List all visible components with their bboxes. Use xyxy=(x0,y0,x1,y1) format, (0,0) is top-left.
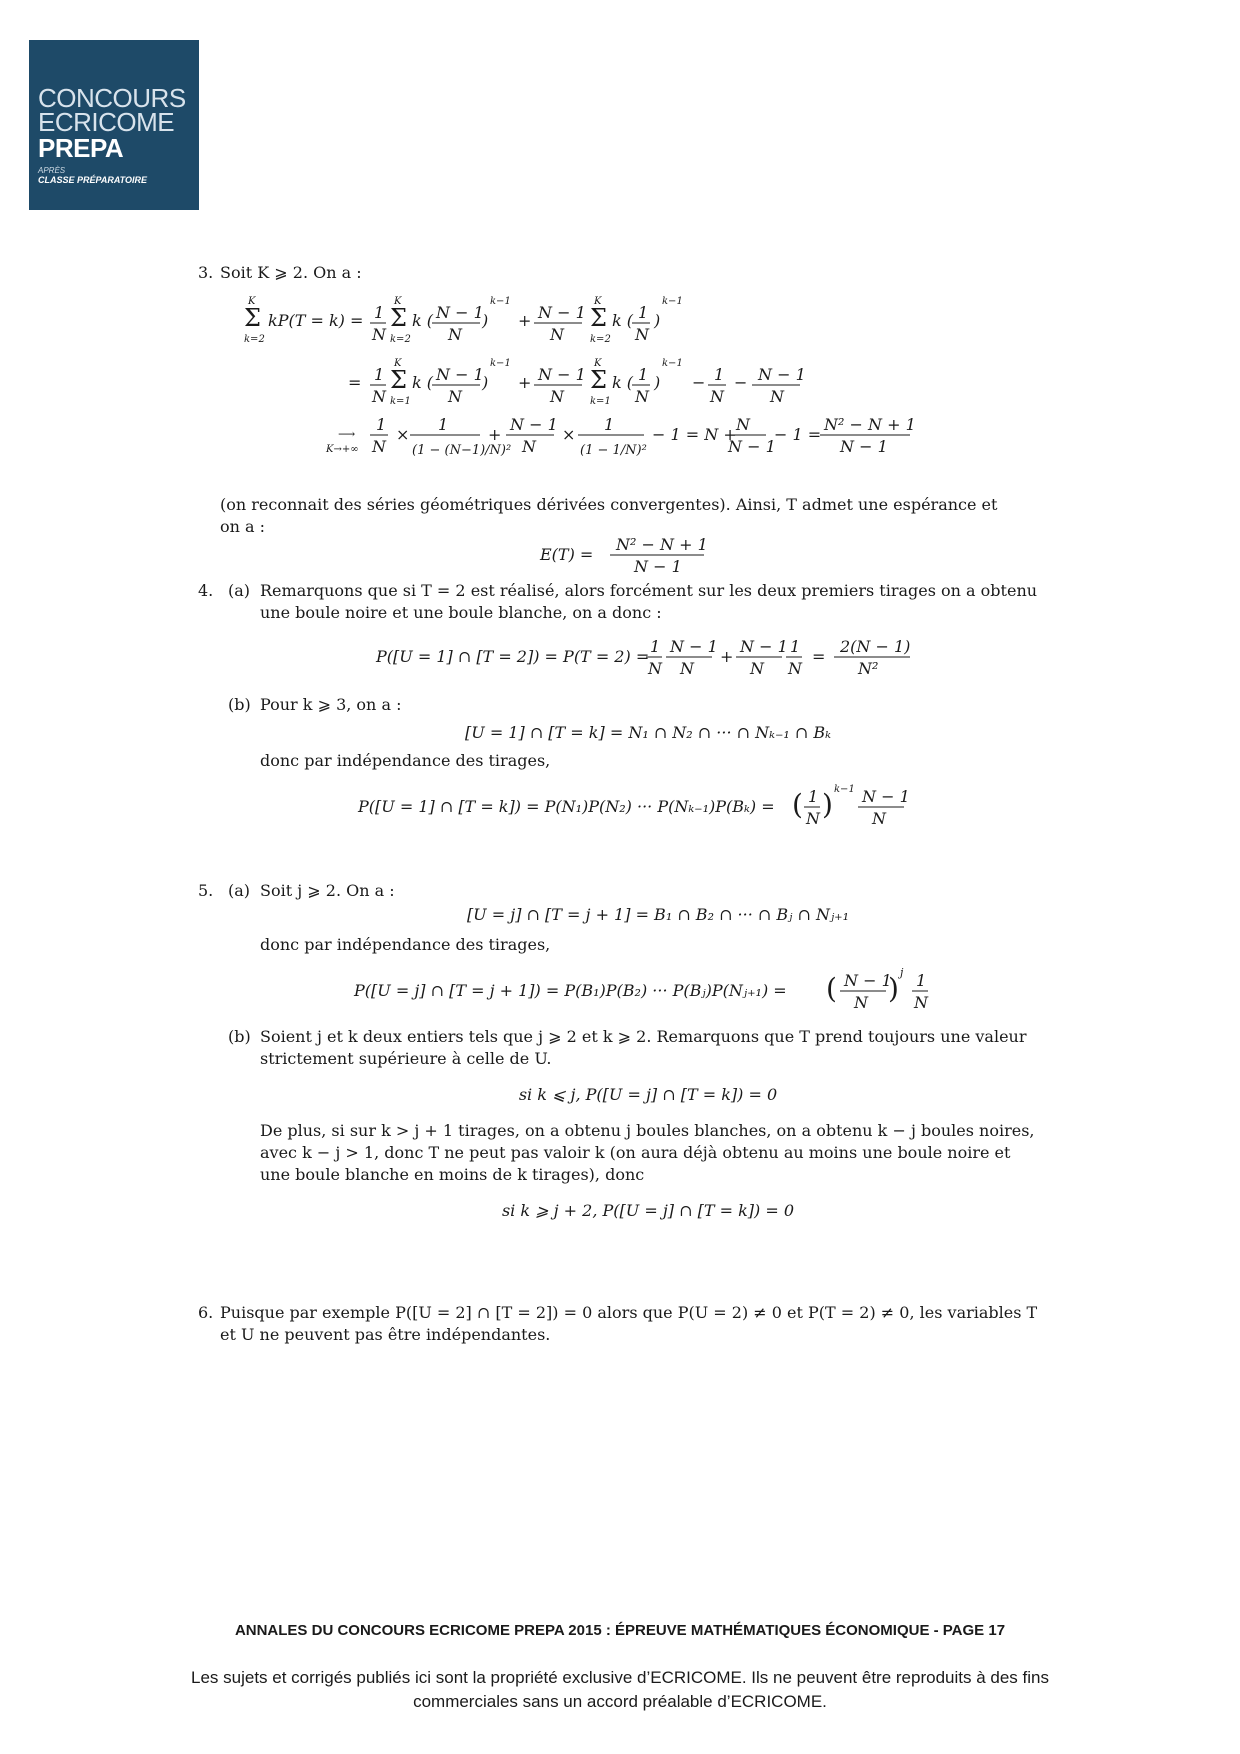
svg-text:1: 1 xyxy=(376,415,387,434)
sub-label: (b) xyxy=(228,695,251,714)
question-5a-text: Soit j ⩾ 2. On a : xyxy=(260,881,395,900)
svg-text:P([U = 1] ∩ [T = k]) = P(N₁)P(: P([U = 1] ∩ [T = k]) = P(N₁)P(N₂) ··· P(Nₖ₋₁)P(Bₖ) = xyxy=(358,797,775,816)
logo-line-concours: CONCOURS xyxy=(38,83,186,113)
svg-text:k=1: k=1 xyxy=(390,396,411,407)
svg-text:k=1: k=1 xyxy=(590,396,611,407)
svg-text:N: N xyxy=(648,659,662,678)
logo-line-classe-preparatoire: CLASSE PRÉPARATOIRE xyxy=(38,175,148,185)
svg-text:P([U = 1] ∩ [T = 2]) = P(T = 2: P([U = 1] ∩ [T = 2]) = P(T = 2) = xyxy=(376,647,650,666)
svg-text:(: ( xyxy=(792,788,803,821)
svg-text:1: 1 xyxy=(808,787,819,806)
svg-text:N: N xyxy=(372,387,386,406)
svg-text:N − 1: N − 1 xyxy=(510,415,558,434)
sub-label: (b) xyxy=(228,1027,251,1046)
svg-text:k (: k ( xyxy=(412,311,434,330)
svg-text:1: 1 xyxy=(790,637,801,656)
svg-text:): ) xyxy=(888,972,899,1005)
svg-text:k−1: k−1 xyxy=(662,358,683,369)
svg-text:−: − xyxy=(692,373,706,392)
svg-text:2(N − 1): 2(N − 1) xyxy=(840,637,911,656)
svg-text:N: N xyxy=(680,659,694,678)
svg-text:N − 1: N − 1 xyxy=(634,557,682,576)
svg-text:N: N xyxy=(854,993,868,1012)
question-5 xyxy=(198,880,1038,1300)
question-4b xyxy=(198,694,1038,716)
svg-text:N: N xyxy=(550,325,564,344)
q4b-text-2-wrap xyxy=(198,750,1038,772)
svg-text:+: + xyxy=(488,425,502,444)
svg-text:+: + xyxy=(518,311,532,330)
svg-text:N − 1: N − 1 xyxy=(670,637,718,656)
svg-text:=: = xyxy=(812,647,826,666)
svg-text:N − 1: N − 1 xyxy=(840,437,888,456)
q4b-equation-1: [U = 1] ∩ [T = k] = N₁ ∩ N₂ ∩ ··· ∩ Nₖ₋₁ ∩ Bₖ xyxy=(465,723,831,742)
svg-text:P([U = j] ∩ [T = j + 1]) = P(B: P([U = j] ∩ [T = j + 1]) = P(B₁)P(B₂) ··· P(Bⱼ)P(Nⱼ₊₁) = xyxy=(354,981,787,1000)
svg-text:K→+∞: K→+∞ xyxy=(326,444,359,455)
sub-label: (a) xyxy=(228,581,251,600)
svg-text:1: 1 xyxy=(650,637,661,656)
svg-text:1: 1 xyxy=(374,365,385,384)
expectation-result-equation xyxy=(198,530,1038,578)
question-5b xyxy=(198,1026,1038,1070)
question-number: 4. xyxy=(198,581,214,600)
svg-text:+: + xyxy=(720,647,734,666)
question-6-text: Puisque par exemple P([U = 2] ∩ [T = 2]) = 0 alors que P(U = 2) ≠ 0 et P(T = 2) ≠ 0, les variables T et U ne peuvent pas être indépendantes. xyxy=(220,1303,1038,1344)
logo-line-apres: APRÈS xyxy=(38,166,66,175)
svg-text:K: K xyxy=(248,296,256,307)
svg-text:N: N xyxy=(372,437,386,456)
question-4a-text: Remarquons que si T = 2 est réalisé, alors forcément sur les deux premiers tirages on a obtenu une boule noire et une boule blanche, on a donc : xyxy=(260,581,1038,622)
svg-text:N: N xyxy=(448,325,462,344)
svg-text:1: 1 xyxy=(438,415,449,434)
page-content xyxy=(198,262,1038,1346)
svg-text:N² − N + 1: N² − N + 1 xyxy=(824,415,916,434)
svg-text:− 1 =: − 1 = xyxy=(774,425,822,444)
svg-text:): ) xyxy=(822,788,833,821)
svg-text:N − 1: N − 1 xyxy=(758,365,806,384)
question-5b-text: Soient j et k deux entiers tels que j ⩾ 2 et k ⩾ 2. Remarquons que T prend toujours une valeur strictement supérieure à celle de U. xyxy=(260,1027,1027,1068)
q5a-text-2: donc par indépendance des tirages, xyxy=(260,935,551,954)
svg-text:K: K xyxy=(394,358,402,369)
svg-text:E(T) =: E(T) = xyxy=(540,545,594,564)
svg-text:N² − N + 1: N² − N + 1 xyxy=(616,535,708,554)
svg-text:N²: N² xyxy=(858,659,879,678)
question-4a xyxy=(198,580,1038,624)
svg-text:Σ: Σ xyxy=(590,366,607,394)
svg-text:N: N xyxy=(710,387,724,406)
svg-text:Σ: Σ xyxy=(590,304,607,332)
svg-text:k=2: k=2 xyxy=(244,334,265,345)
svg-text:N − 1: N − 1 xyxy=(436,303,484,322)
svg-text:N: N xyxy=(635,325,649,344)
svg-text:N: N xyxy=(750,659,764,678)
svg-text:=: = xyxy=(348,373,362,392)
svg-text:N: N xyxy=(770,387,784,406)
svg-text:1: 1 xyxy=(638,303,649,322)
svg-text:N: N xyxy=(522,437,536,456)
svg-text:⟶: ⟶ xyxy=(338,427,356,441)
logo-line-prepa: PREPA xyxy=(38,133,124,163)
logo-line-ecricome: ECRICOME xyxy=(38,107,175,137)
svg-text:×: × xyxy=(396,425,410,444)
svg-text:K: K xyxy=(594,358,602,369)
svg-text:1: 1 xyxy=(714,365,725,384)
svg-text:−: − xyxy=(734,373,748,392)
q5b-equation-1: si k ⩽ j, P([U = j] ∩ [T = k]) = 0 xyxy=(518,1085,778,1104)
svg-text:+: + xyxy=(518,373,532,392)
svg-text:Σ: Σ xyxy=(244,304,261,332)
svg-text:N: N xyxy=(635,387,649,406)
svg-text:kP(T = k) =: kP(T = k) = xyxy=(268,311,364,330)
question-3 xyxy=(198,262,1038,580)
svg-text:(1 − (N−1)/N)²: (1 − (N−1)/N)² xyxy=(412,443,512,458)
svg-text:1: 1 xyxy=(638,365,649,384)
question-intro: Soit K ⩾ 2. On a : xyxy=(220,263,362,282)
q5a-equation-1: [U = j] ∩ [T = j + 1] = B₁ ∩ B₂ ∩ ··· ∩ Bⱼ ∩ Nⱼ₊₁ xyxy=(466,905,850,924)
svg-text:k=2: k=2 xyxy=(390,334,411,345)
footer-copyright-note: Les sujets et corrigés publiés ici sont la propriété exclusive d’ECRICOME. Ils ne peuvent être reproduits à des fins commerciales sans un accord préalable d’ECRICOME. xyxy=(191,1668,1049,1711)
svg-text:Σ: Σ xyxy=(390,366,407,394)
svg-text:k−1: k−1 xyxy=(490,358,511,369)
question-number: 3. xyxy=(198,263,214,282)
svg-text:N: N xyxy=(788,659,802,678)
svg-text:j: j xyxy=(900,966,904,979)
svg-text:k (: k ( xyxy=(612,373,634,392)
question-3-comment: (on reconnait des séries géométriques dérivées convergentes). Ainsi, T admet une espérance et on a : xyxy=(220,495,998,536)
q5a-equation-2 xyxy=(198,964,1038,1014)
question-5a xyxy=(198,880,1038,902)
footer-title: ANNALES DU CONCOURS ECRICOME PREPA 2015 : ÉPREUVE MATHÉMATIQUES ÉCONOMIQUE - PAGE 17 xyxy=(234,1622,1006,1639)
svg-text:1: 1 xyxy=(604,415,615,434)
svg-text:k=2: k=2 xyxy=(590,334,611,345)
svg-text:): ) xyxy=(654,311,661,330)
svg-text:N − 1: N − 1 xyxy=(862,787,910,806)
svg-text:): ) xyxy=(482,373,489,392)
svg-text:K: K xyxy=(594,296,602,307)
svg-text:N − 1: N − 1 xyxy=(436,365,484,384)
svg-text:K: K xyxy=(394,296,402,307)
question-number: 5. xyxy=(198,881,214,900)
q5a-text-2-wrap xyxy=(198,934,1038,956)
svg-text:N: N xyxy=(736,415,750,434)
svg-text:N − 1: N − 1 xyxy=(538,365,586,384)
svg-text:− 1 = N +: − 1 = N + xyxy=(652,425,737,444)
question-6 xyxy=(198,1302,1038,1346)
svg-text:): ) xyxy=(654,373,661,392)
svg-text:k−1: k−1 xyxy=(490,296,511,307)
svg-text:k (: k ( xyxy=(612,311,634,330)
ecricome-logo xyxy=(29,40,199,210)
svg-text:k−1: k−1 xyxy=(834,784,855,795)
svg-text:N: N xyxy=(872,809,886,828)
q4a-equation xyxy=(198,632,1038,680)
svg-text:N: N xyxy=(550,387,564,406)
q4b-equation-2 xyxy=(198,780,1038,830)
svg-text:N: N xyxy=(372,325,386,344)
q5b-text-2-wrap xyxy=(198,1120,1038,1186)
svg-text:×: × xyxy=(562,425,576,444)
svg-text:Σ: Σ xyxy=(390,304,407,332)
sum-derivation-equation xyxy=(198,290,1038,470)
svg-text:1: 1 xyxy=(374,303,385,322)
svg-text:(1 − 1/N)²: (1 − 1/N)² xyxy=(580,443,647,458)
q5b-text-2: De plus, si sur k > j + 1 tirages, on a obtenu j boules blanches, on a obtenu k − j boules noires, avec k − j > 1, donc T ne peut pas valoir k (on aura déjà obtenu au moins une boule noire et une boule blanche en moins de k tirages), donc xyxy=(260,1121,1035,1184)
svg-text:N: N xyxy=(914,993,928,1012)
svg-text:N − 1: N − 1 xyxy=(844,971,892,990)
question-number: 6. xyxy=(198,1303,214,1322)
question-4b-text: Pour k ⩾ 3, on a : xyxy=(260,695,402,714)
svg-text:): ) xyxy=(482,311,489,330)
svg-text:(: ( xyxy=(826,972,837,1005)
q4b-text-2: donc par indépendance des tirages, xyxy=(260,751,551,770)
svg-text:N − 1: N − 1 xyxy=(728,437,776,456)
svg-text:k (: k ( xyxy=(412,373,434,392)
svg-text:N: N xyxy=(448,387,462,406)
svg-text:1: 1 xyxy=(916,971,927,990)
svg-text:N − 1: N − 1 xyxy=(740,637,788,656)
svg-text:k−1: k−1 xyxy=(662,296,683,307)
sub-label: (a) xyxy=(228,881,251,900)
svg-text:N: N xyxy=(806,809,820,828)
question-4 xyxy=(198,580,1038,880)
svg-text:N − 1: N − 1 xyxy=(538,303,586,322)
q5b-equation-2: si k ⩾ j + 2, P([U = j] ∩ [T = k]) = 0 xyxy=(501,1201,795,1220)
